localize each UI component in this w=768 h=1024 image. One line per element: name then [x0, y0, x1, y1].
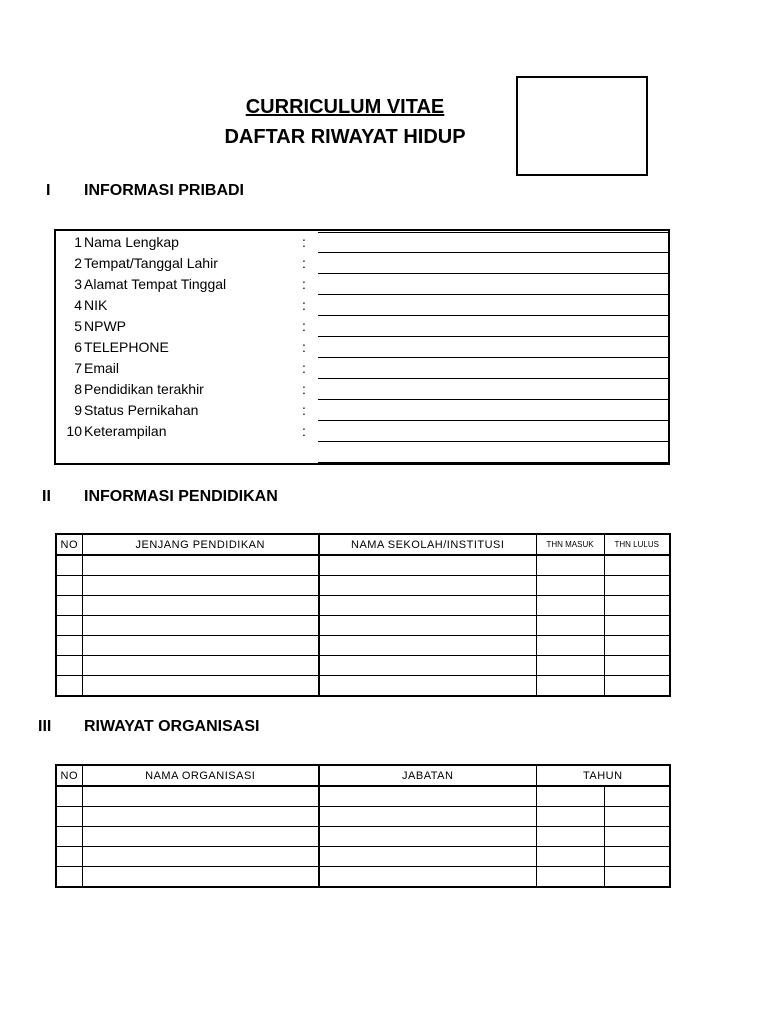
info-row — [56, 421, 668, 442]
education-cell[interactable] — [604, 596, 670, 616]
organization-cell[interactable] — [82, 827, 319, 847]
organization-cell[interactable] — [604, 867, 670, 888]
info-row — [56, 295, 668, 316]
info-row-number: 9 — [74, 402, 82, 418]
info-row-number: 7 — [74, 360, 82, 376]
info-row-label: Tempat/Tanggal Lahir — [84, 255, 218, 271]
info-row — [56, 316, 668, 337]
organization-cell[interactable] — [82, 807, 319, 827]
organization-cell[interactable] — [56, 867, 82, 888]
organization-cell[interactable] — [604, 786, 670, 807]
info-row-colon: : — [302, 276, 306, 292]
personal-info-box — [54, 229, 670, 465]
info-row-number: 8 — [74, 381, 82, 397]
education-cell[interactable] — [536, 656, 604, 676]
info-row-colon: : — [302, 360, 306, 376]
education-table — [55, 533, 671, 697]
education-cell[interactable] — [56, 596, 82, 616]
education-cell[interactable] — [536, 596, 604, 616]
info-row-colon: : — [302, 423, 306, 439]
education-cell[interactable] — [536, 576, 604, 596]
education-cell[interactable] — [56, 616, 82, 636]
photo-placeholder — [516, 76, 648, 176]
organization-col-position: JABATAN — [319, 765, 536, 786]
education-cell[interactable] — [56, 555, 82, 576]
info-row-label: Pendidikan terakhir — [84, 381, 204, 397]
info-row-number: 5 — [74, 318, 82, 334]
section-3-number: III — [38, 718, 52, 735]
education-cell[interactable] — [604, 636, 670, 656]
organization-cell[interactable] — [536, 827, 604, 847]
education-cell[interactable] — [82, 555, 319, 576]
organization-cell[interactable] — [319, 867, 536, 888]
education-cell[interactable] — [604, 555, 670, 576]
education-cell[interactable] — [82, 616, 319, 636]
section-1-title: INFORMASI PRIBADI — [84, 182, 244, 199]
organization-cell[interactable] — [536, 786, 604, 807]
info-row — [56, 274, 668, 295]
organization-cell[interactable] — [536, 847, 604, 867]
education-cell[interactable] — [319, 596, 536, 616]
education-header-row — [56, 534, 670, 555]
organization-table — [55, 764, 671, 888]
organization-cell[interactable] — [82, 786, 319, 807]
info-row-label: NPWP — [84, 318, 126, 334]
education-col-level: JENJANG PENDIDIKAN — [82, 534, 319, 555]
info-row-number: 2 — [74, 255, 82, 271]
education-cell[interactable] — [82, 636, 319, 656]
education-col-no: NO — [56, 534, 82, 555]
education-cell[interactable] — [319, 555, 536, 576]
info-row-top-line — [318, 232, 668, 233]
info-row — [56, 253, 668, 274]
info-row — [56, 379, 668, 400]
info-row-label: TELEPHONE — [84, 339, 169, 355]
info-row-colon: : — [302, 297, 306, 313]
info-row-colon: : — [302, 339, 306, 355]
info-row-colon: : — [302, 381, 306, 397]
organization-header-row — [56, 765, 670, 786]
organization-cell[interactable] — [319, 827, 536, 847]
info-row-fill-line[interactable] — [318, 462, 668, 463]
education-cell[interactable] — [56, 576, 82, 596]
organization-cell[interactable] — [319, 807, 536, 827]
organization-col-year: TAHUN — [536, 765, 670, 786]
education-cell[interactable] — [82, 656, 319, 676]
info-row — [56, 232, 668, 253]
info-row-number: 6 — [74, 339, 82, 355]
organization-col-no: NO — [56, 765, 82, 786]
info-row-number: 3 — [74, 276, 82, 292]
education-cell[interactable] — [536, 676, 604, 697]
cv-title: CURRICULUM VITAE — [245, 96, 445, 118]
organization-cell[interactable] — [604, 847, 670, 867]
organization-cell[interactable] — [56, 827, 82, 847]
info-row — [56, 358, 668, 379]
organization-col-name: NAMA ORGANISASI — [82, 765, 319, 786]
education-row — [56, 676, 670, 697]
info-row-number: 10 — [66, 423, 82, 439]
info-row-extra — [56, 442, 668, 463]
education-cell[interactable] — [56, 636, 82, 656]
organization-row — [56, 786, 670, 807]
info-row-label: Status Pernikahan — [84, 402, 199, 418]
education-col-year-out: THN LULUS — [604, 534, 670, 555]
education-cell[interactable] — [604, 676, 670, 697]
organization-cell[interactable] — [56, 847, 82, 867]
education-row — [56, 656, 670, 676]
education-cell[interactable] — [82, 596, 319, 616]
info-row-label: Alamat Tempat Tinggal — [84, 276, 227, 292]
education-row — [56, 596, 670, 616]
education-cell[interactable] — [56, 676, 82, 697]
section-2-number: II — [42, 488, 51, 505]
education-cell[interactable] — [82, 576, 319, 596]
organization-row — [56, 867, 670, 888]
education-row — [56, 576, 670, 596]
organization-cell[interactable] — [536, 867, 604, 888]
education-row — [56, 555, 670, 576]
education-cell[interactable] — [56, 656, 82, 676]
education-col-year-in: THN MASUK — [536, 534, 604, 555]
info-row-number: 4 — [74, 297, 82, 313]
education-col-school: NAMA SEKOLAH/INSTITUSI — [319, 534, 536, 555]
info-row-label: NIK — [84, 297, 108, 313]
info-row-colon: : — [302, 234, 306, 250]
organization-cell[interactable] — [604, 807, 670, 827]
organization-cell[interactable] — [82, 867, 319, 888]
education-cell[interactable] — [536, 636, 604, 656]
organization-cell[interactable] — [319, 786, 536, 807]
education-cell[interactable] — [319, 636, 536, 656]
education-cell[interactable] — [319, 616, 536, 636]
education-cell[interactable] — [319, 656, 536, 676]
info-row — [56, 337, 668, 358]
cv-subtitle: DAFTAR RIWAYAT HIDUP — [224, 126, 466, 148]
education-cell[interactable] — [319, 576, 536, 596]
education-cell[interactable] — [604, 576, 670, 596]
organization-cell[interactable] — [56, 807, 82, 827]
organization-row — [56, 847, 670, 867]
education-cell[interactable] — [604, 616, 670, 636]
section-2-title: INFORMASI PENDIDIKAN — [84, 488, 278, 505]
organization-cell[interactable] — [319, 847, 536, 867]
education-cell[interactable] — [536, 555, 604, 576]
education-cell[interactable] — [82, 676, 319, 697]
organization-row — [56, 827, 670, 847]
education-cell[interactable] — [604, 656, 670, 676]
info-row-label: Nama Lengkap — [84, 234, 179, 250]
info-row-label: Email — [84, 360, 120, 376]
section-3-title: RIWAYAT ORGANISASI — [84, 718, 260, 735]
education-row — [56, 616, 670, 636]
education-cell[interactable] — [536, 616, 604, 636]
info-row-colon: : — [302, 402, 306, 418]
info-row — [56, 400, 668, 421]
info-row-colon: : — [302, 255, 306, 271]
section-1-number: I — [46, 182, 51, 199]
organization-cell[interactable] — [536, 807, 604, 827]
organization-cell[interactable] — [604, 827, 670, 847]
info-row-label: Keterampilan — [84, 423, 167, 439]
organization-row — [56, 807, 670, 827]
organization-cell[interactable] — [82, 847, 319, 867]
education-row — [56, 636, 670, 656]
info-row-number: 1 — [74, 234, 82, 250]
organization-cell[interactable] — [56, 786, 82, 807]
education-cell[interactable] — [319, 676, 536, 697]
info-row-colon: : — [302, 318, 306, 334]
